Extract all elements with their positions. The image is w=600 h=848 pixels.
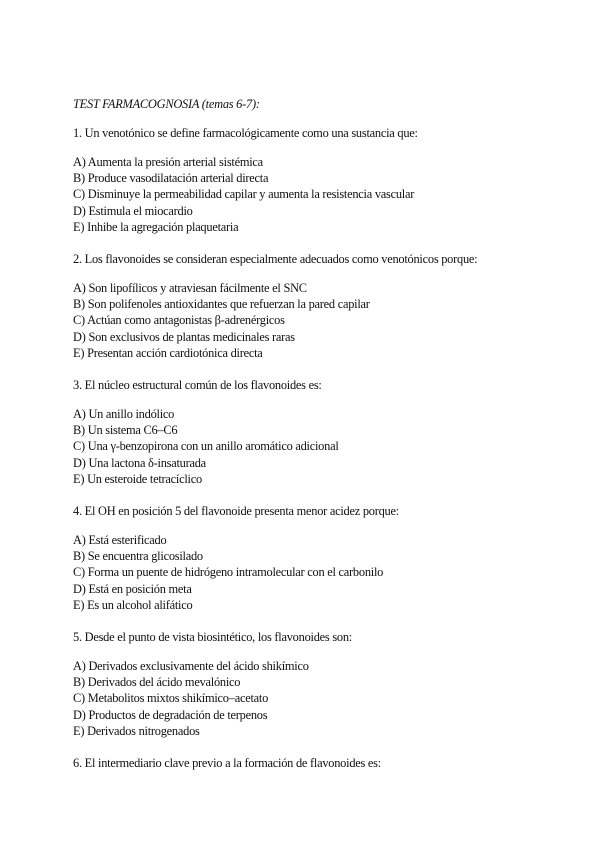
option-d: D) Estimula el miocardio — [73, 203, 193, 218]
question-stem: 1. Un venotónico se define farmacológicamente como una sustancia que: — [73, 126, 418, 140]
test-title: TEST FARMACOGNOSIA (temas 6-7): — [73, 97, 260, 111]
question-stem: 4. El OH en posición 5 del flavonoide presenta menor acidez porque: — [73, 504, 399, 519]
option-d: D) Son exclusivos de plantas medicinales raras — [73, 329, 295, 344]
question-2 — [73, 251, 543, 361]
option-c: C) Metabolitos mixtos shikímico–acetato — [73, 691, 269, 706]
option-c: C) Actúan como antagonistas β-adrenérgicos — [73, 313, 285, 328]
option-e: E) Un esteroide tetracíclico — [73, 471, 202, 486]
option-c: C) Forma un puente de hidrógeno intramolecular con el carbonilo — [73, 565, 384, 580]
option-list — [73, 154, 543, 235]
option-list — [73, 658, 543, 739]
option-list — [73, 280, 543, 361]
question-1 — [73, 125, 543, 235]
question-stem: 5. Desde el punto de vista biosintético, los flavonoides son: — [73, 630, 352, 645]
option-a: A) Aumenta la presión arterial sistémica — [73, 155, 263, 169]
option-list — [73, 406, 543, 487]
option-a: A) Son lipofílicos y atraviesan fácilmente el SNC — [73, 281, 307, 296]
option-b: B) Son polifenoles antioxidantes que refuerzan la pared capilar — [73, 297, 370, 312]
question-5 — [73, 629, 543, 739]
option-a: A) Un anillo indólico — [73, 407, 175, 422]
question-6 — [73, 755, 543, 771]
option-c: C) Disminuye la permeabilidad capilar y aumenta la resistencia vascular — [73, 187, 415, 202]
question-3 — [73, 377, 543, 487]
option-e: E) Inhibe la agregación plaquetaria — [73, 219, 239, 234]
option-list — [73, 532, 543, 613]
question-stem: 3. El núcleo estructural común de los flavonoides es: — [73, 378, 322, 393]
option-c: C) Una γ-benzopirona con un anillo aromático adicional — [73, 439, 339, 454]
option-a: A) Está esterificado — [73, 533, 167, 548]
option-e: E) Es un alcohol alifático — [73, 597, 193, 612]
option-a: A) Derivados exclusivamente del ácido shikímico — [73, 659, 309, 674]
question-stem: 6. El intermediario clave previo a la formación de flavonoides es: — [73, 756, 381, 771]
option-d: D) Productos de degradación de terpenos — [73, 707, 268, 722]
option-e: E) Presentan acción cardiotónica directa — [73, 345, 263, 360]
question-4 — [73, 503, 543, 613]
option-d: D) Una lactona δ-insaturada — [73, 455, 206, 470]
option-b: B) Produce vasodilatación arterial directa — [73, 171, 269, 186]
question-stem: 2. Los flavonoides se consideran especialmente adecuados como venotónicos porque: — [73, 252, 478, 267]
option-e: E) Derivados nitrogenados — [73, 723, 200, 738]
option-d: D) Está en posición meta — [73, 581, 192, 596]
document-content — [73, 96, 543, 787]
option-b: B) Un sistema C6–C6 — [73, 423, 178, 438]
option-b: B) Derivados del ácido mevalónico — [73, 675, 241, 690]
option-b: B) Se encuentra glicosilado — [73, 549, 203, 564]
